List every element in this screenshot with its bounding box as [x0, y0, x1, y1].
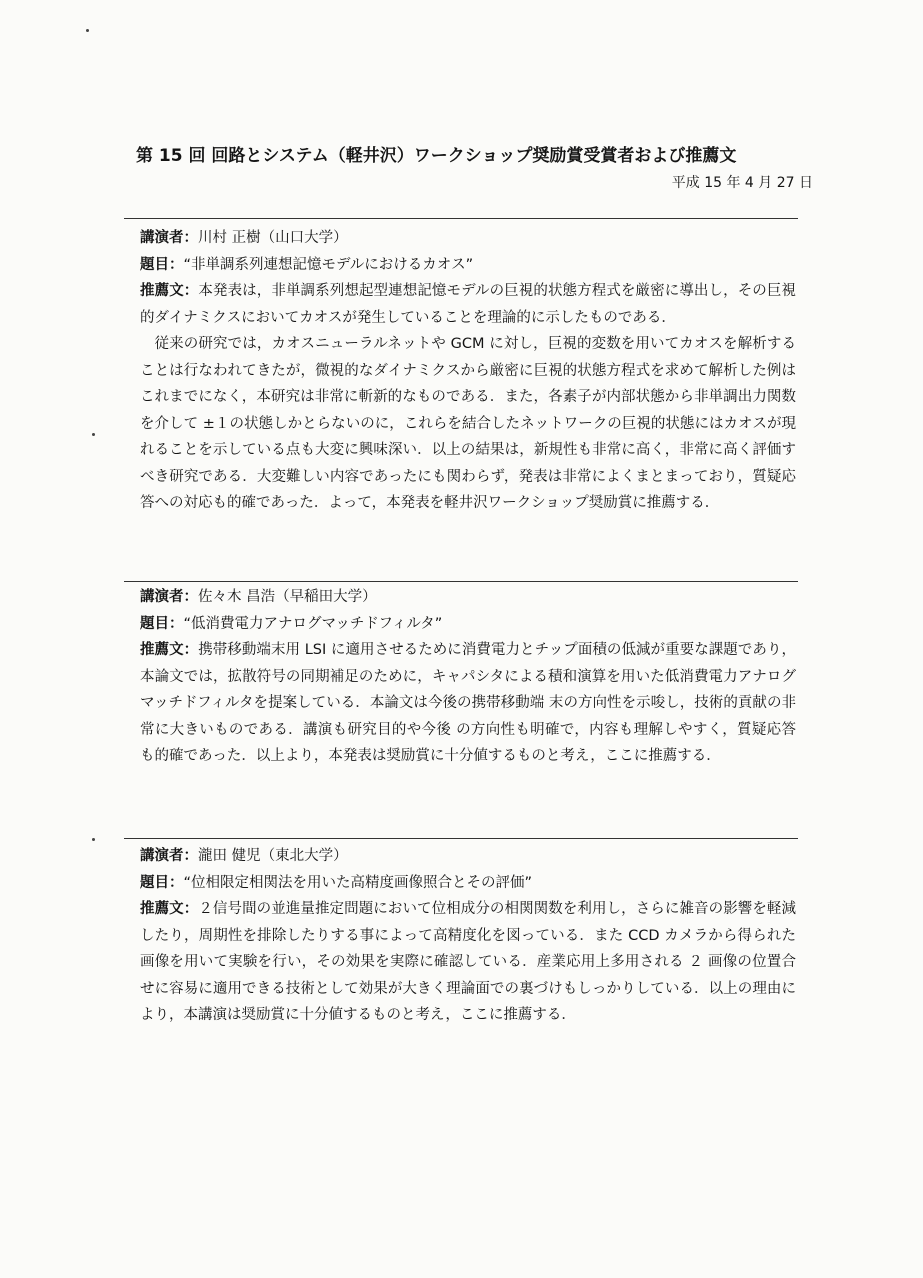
speaker-label: 講演者： — [140, 230, 198, 246]
divider — [124, 218, 798, 219]
award-entry-1 — [140, 225, 796, 517]
speaker-line — [140, 843, 796, 870]
speaker-label: 講演者： — [140, 848, 198, 864]
topic-label: 題目： — [140, 256, 184, 273]
award-entry-3 — [140, 843, 796, 1029]
recommendation-paragraph — [140, 896, 796, 1029]
recommendation-paragraph — [140, 278, 796, 331]
topic-line — [140, 870, 796, 897]
speaker-label: 講演者： — [140, 589, 198, 605]
scan-speck — [86, 29, 89, 32]
speaker-name: 瀧田 健児（東北大学） — [198, 848, 348, 864]
speaker-name: 川村 正樹（山口大学） — [198, 230, 348, 246]
scan-speck — [92, 838, 95, 841]
document-title: 第 15 回 回路とシステム（軽井沢）ワークショップ奨励賞受賞者および推薦文 — [136, 146, 737, 166]
recommendation-label: 推薦文： — [140, 642, 199, 658]
recommendation-paragraph — [140, 331, 796, 517]
recommendation-text: 従来の研究では，カオスニューラルネットや GCM に対し，巨視的変数を用いてカオスを解析することは行なわれてきたが，微視的なダイナミクスから厳密に巨視的状態方程式を求めて解析した例はこれまでになく，本研究は非常に斬新的なものである．また，各素子が内部状態から非単調出力関数を介して ±１の状態しかとらないのに，これらを結合したネットワークの巨視的状態にはカオスが現れることを示している点も大変に興味深い．以上の結果は，新規性も非常に高く，非常に高く評価すべき研究である．大変難しい内容であったにも関わらず，発表は非常によくまとまっており，質疑応答への対応も的確であった．よって，本発表を軽井沢ワークショップ奨励賞に推薦する． — [140, 336, 796, 511]
recommendation-text: ２信号間の並進量推定問題において位相成分の相関関数を利用し，さらに雑音の影響を軽減したり，周期性を排除したりする事によって高精度化を図っている．また CCD カメラから得られた画像を用いて実験を行い，その効果を実際に確認している．産業応用上多用される ２ 画像の位置合せに容易に適用できる技術として効果が大きく理論面での裏づけもしっかりしている．以上の理由により，本講演は奨励賞に十分値するものと考え，ここに推薦する． — [140, 901, 797, 1023]
topic-title: “低消費電力アナログマッチドフィルタ” — [183, 615, 443, 632]
topic-label: 題目： — [140, 874, 184, 891]
speaker-name: 佐々木 昌浩（早稲田大学） — [198, 589, 377, 605]
award-entry-2 — [140, 584, 796, 770]
topic-line — [140, 252, 796, 279]
document-date: 平成 15 年 4 月 27 日 — [671, 175, 813, 191]
topic-line — [140, 611, 796, 638]
recommendation-label: 推薦文： — [140, 901, 199, 917]
topic-title: “位相限定相関法を用いた高精度画像照合とその評価” — [183, 874, 533, 891]
speaker-line — [140, 584, 796, 611]
topic-label: 題目： — [140, 615, 184, 632]
divider — [124, 581, 798, 582]
recommendation-label: 推薦文： — [140, 283, 199, 299]
divider — [124, 838, 798, 839]
recommendation-text: 携帯移動端末用 LSI に適用させるために消費電力とチップ面積の低減が重要な課題であり，本論文では，拡散符号の同期補足のために，キャパシタによる積和演算を用いた低消費電力アナログマッチドフィルタを提案している．本論文は今後の携帯移動端 末の方向性を示唆し，技術的貢献の非常に大きいものである．講演も研究目的や今後 の方向性も明確で，内容も理解しやすく，質疑応答も的確であった．以上より，本発表は奨励賞に十分値するものと考え，ここに推薦する． — [140, 642, 797, 764]
recommendation-text: 本発表は，非単調系列想起型連想記憶モデルの巨視的状態方程式を厳密に導出し，その巨視的ダイナミクスにおいてカオスが発生していることを理論的に示したものである． — [140, 283, 796, 326]
recommendation-paragraph — [140, 637, 796, 770]
topic-title: “非単調系列連想記憶モデルにおけるカオス” — [183, 256, 474, 273]
scan-speck — [92, 433, 95, 436]
speaker-line — [140, 225, 796, 252]
